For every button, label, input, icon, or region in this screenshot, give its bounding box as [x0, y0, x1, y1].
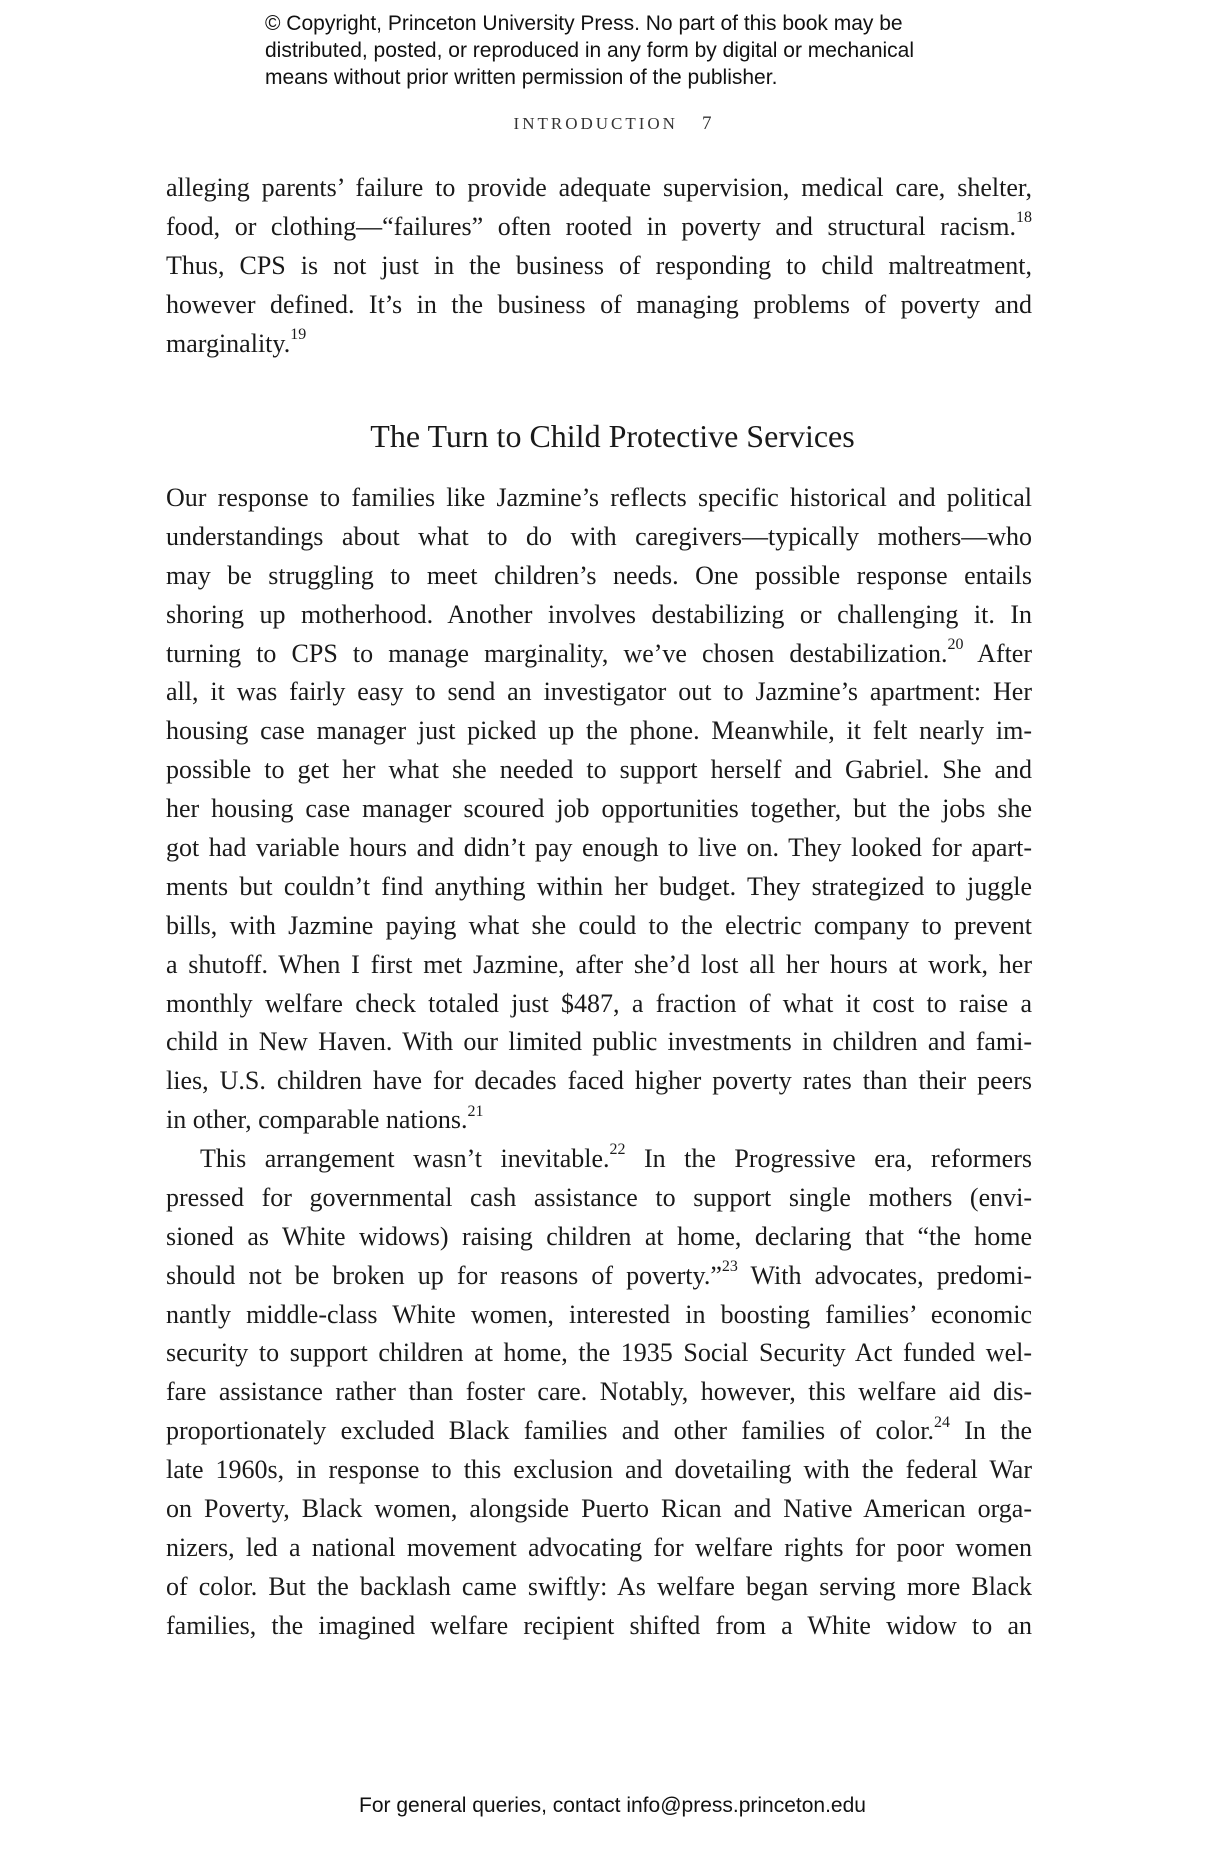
text-line — [166, 169, 1032, 208]
running-head — [0, 113, 1225, 135]
text-line — [166, 596, 1032, 635]
line-text: lies, U.S. children have for decades faced higher poverty rates than their peers — [166, 1066, 1032, 1096]
text-line — [166, 829, 1032, 868]
text-line — [166, 907, 1032, 946]
copyright-notice — [265, 10, 1025, 91]
line-text: Our response to families like Jazmine’s reflects specific historical and political — [166, 483, 1032, 512]
page-number: 7 — [701, 113, 712, 134]
line-text: all, it was fairly easy to send an investigator out to Jazmine’s apartment: Her — [166, 677, 1032, 707]
line-text: a shutoff. When I first met Jazmine, after she’d lost all her hours at work, her — [166, 949, 1032, 979]
line-text: proportionately excluded Black families and other families of color. — [166, 1416, 934, 1446]
footnote-marker[interactable]: 18 — [1016, 209, 1032, 227]
text-line — [166, 790, 1032, 829]
line-text: of color. But the backlash came swiftly: As welfare began serving more Black — [166, 1571, 1032, 1601]
text-line — [166, 1412, 1032, 1451]
text-line — [166, 247, 1032, 286]
footnote-marker[interactable]: 21 — [467, 1102, 484, 1120]
text-line — [166, 1101, 1032, 1140]
text-line — [166, 1062, 1032, 1101]
line-text: families, the imagined welfare recipient shifted from a White widow to an — [166, 1610, 1032, 1640]
line-text: alleging parents’ failure to provide adequate supervision, medical care, shelter, — [166, 173, 1032, 202]
line-text: in other, comparable nations. — [166, 1105, 468, 1135]
footnote-marker[interactable]: 22 — [609, 1141, 626, 1159]
footnote-marker[interactable]: 23 — [721, 1258, 738, 1276]
line-text: bills, with Jazmine paying what she could to the electric company to prevent — [166, 910, 1032, 940]
line-text: child in New Haven. With our limited public investments in children and fami- — [166, 1027, 1032, 1057]
line-text: should not be broken up for reasons of poverty.” — [166, 1260, 722, 1290]
line-text: shoring up motherhood. Another involves destabilizing or challenging it. In — [166, 599, 1032, 629]
text-line — [166, 1607, 1032, 1646]
line-text: her housing case manager scoured job opportunities together, but the jobs she — [166, 794, 1032, 824]
text-line — [166, 1451, 1032, 1490]
line-text: In the — [949, 1416, 1033, 1446]
text-line — [166, 208, 1032, 247]
line-text: marginality. — [166, 328, 291, 358]
line-text: ments but couldn’t find anything within her budget. They strategized to juggle — [166, 871, 1032, 901]
line-text: turning to CPS to manage marginality, we’ve chosen destabilization. — [166, 638, 948, 668]
text-line — [166, 1373, 1032, 1412]
line-text: nizers, led a national movement advocating for welfare rights for poor women — [166, 1532, 1032, 1562]
text-line — [166, 635, 1032, 674]
line-text: got had variable hours and didn’t pay enough to live on. They looked for apart- — [166, 833, 1032, 863]
text-line — [166, 868, 1032, 907]
line-text: food, or clothing—“failures” often rooted in poverty and structural racism. — [166, 211, 1016, 241]
line-text: With advocates, predomi- — [737, 1260, 1032, 1290]
line-text: In the Progressive era, reformers — [625, 1144, 1033, 1173]
section-heading: The Turn to Child Protective Services — [370, 418, 855, 454]
paragraph-one — [166, 479, 1032, 1140]
text-line — [166, 712, 1032, 751]
text-line — [166, 751, 1032, 790]
line-text: possible to get her what she needed to support herself and Gabriel. She and — [166, 755, 1032, 785]
text-line — [166, 1490, 1032, 1529]
line-text: however defined. It’s in the business of managing problems of poverty and — [166, 289, 1032, 319]
paragraph-two — [166, 1140, 1032, 1646]
text-line — [166, 1179, 1032, 1218]
line-text: monthly welfare check totaled just $487, a fraction of what it cost to raise a — [166, 988, 1032, 1018]
text-line — [166, 1140, 1032, 1179]
footer-contact: For general queries, contact info@press.princeton.edu — [359, 1794, 866, 1817]
line-text: security to support children at home, the 1935 Social Security Act funded wel- — [166, 1338, 1032, 1368]
text-line — [166, 1568, 1032, 1607]
copyright-line: distributed, posted, or reproduced in any form by digital or mechanical — [265, 39, 915, 62]
line-text: nantly middle-class White women, interested in boosting families’ economic — [166, 1299, 1032, 1329]
text-line — [166, 1023, 1032, 1062]
line-text: sioned as White widows) raising children at home, declaring that “the home — [166, 1221, 1032, 1251]
line-text: pressed for governmental cash assistance to support single mothers (envi- — [166, 1182, 1032, 1212]
line-text: on Poverty, Black women, alongside Puerto Rican and Native American orga- — [166, 1494, 1032, 1524]
copyright-line: © Copyright, Princeton University Press. No part of this book may be — [265, 12, 903, 35]
footnote-marker[interactable]: 24 — [933, 1413, 950, 1431]
text-line — [166, 1296, 1032, 1335]
text-line — [166, 518, 1032, 557]
running-head-title: INTRODUCTION — [513, 114, 678, 133]
text-line — [166, 325, 1032, 364]
line-text: After — [963, 638, 1032, 668]
line-text: may be struggling to meet children’s needs. One possible response entails — [166, 560, 1032, 590]
line-text: housing case manager just picked up the phone. Meanwhile, it felt nearly im- — [166, 716, 1032, 746]
text-line — [166, 1257, 1032, 1296]
text-line — [166, 286, 1032, 325]
paragraph-continued — [166, 169, 1032, 363]
text-line — [166, 479, 1032, 518]
line-text: This arrangement wasn’t inevitable. — [200, 1144, 610, 1173]
line-text: Thus, CPS is not just in the business of responding to child maltreatment, — [166, 250, 1032, 280]
text-line — [166, 673, 1032, 712]
line-text: fare assistance rather than foster care. Notably, however, this welfare aid dis- — [166, 1377, 1032, 1407]
text-line — [166, 1529, 1032, 1568]
text-line — [166, 557, 1032, 596]
line-text: late 1960s, in response to this exclusion and dovetailing with the federal War — [166, 1455, 1032, 1485]
footnote-marker[interactable]: 20 — [947, 635, 964, 653]
text-line — [166, 1218, 1032, 1257]
text-line — [166, 946, 1032, 985]
copyright-line: means without prior written permission of the publisher. — [265, 66, 778, 89]
text-line — [166, 1334, 1032, 1373]
footnote-marker[interactable]: 19 — [290, 325, 307, 343]
text-line — [166, 985, 1032, 1024]
line-text: understandings about what to do with caregivers—typically mothers—who — [166, 521, 1032, 551]
